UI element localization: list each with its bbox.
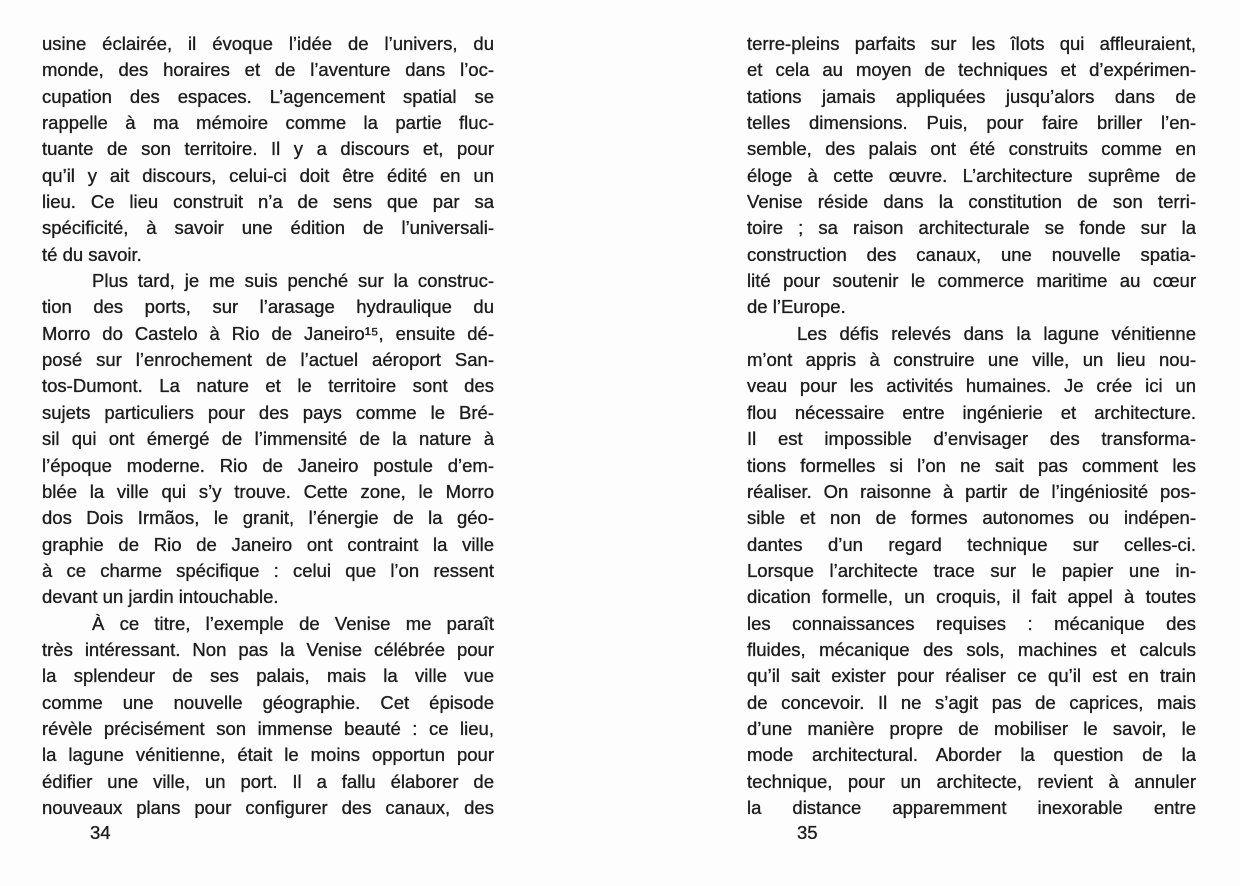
text-line: édifier une ville, un port. Il a fallu élaborer de — [42, 770, 494, 792]
text-line: terre-pleins parfaits sur les îlots qui affleuraient, — [747, 33, 1196, 54]
text-line: té du savoir. — [42, 243, 142, 265]
text-line: semble, des palais ont été construits comme en — [747, 138, 1196, 160]
text-line: monde, des horaires et de l’aventure dans l’oc- — [42, 59, 494, 81]
text-line: lieu. Ce lieu construit n’a de sens que par sa — [42, 191, 494, 213]
text-line: tuante de son territoire. Il y a discours et, pour — [42, 138, 494, 160]
text-line: d’une manière propre de mobiliser le savoir, le — [747, 717, 1196, 739]
text-line: et cela au moyen de techniques et d’expérimen- — [747, 59, 1196, 81]
text-line: telles dimensions. Puis, pour faire briller l’en- — [747, 112, 1196, 134]
text-line: de concevoir. Il ne s’agit pas de caprices, mais — [747, 691, 1196, 713]
text-line: Il est impossible d’envisager des transforma- — [747, 428, 1196, 450]
text-line: posé sur l’enrochement de l’actuel aéroport San- — [42, 349, 494, 371]
text-line: dos Dois Irmãos, le granit, l’énergie de la géo- — [42, 507, 494, 529]
text-line: la splendeur de ses palais, mais la ville vue — [42, 665, 494, 687]
text-line: les connaissances requises : mécanique des — [747, 612, 1196, 634]
text-line: devant un jardin intouchable. — [42, 586, 279, 608]
text-line: À ce titre, l’exemple de Venise me paraît — [92, 612, 494, 634]
text-line: veau pour les activités humaines. Je crée ici un — [747, 375, 1196, 397]
text-line: sible et non de formes autonomes ou indépen- — [747, 507, 1196, 529]
text-line: révèle précisément son immense beauté : ce lieu, — [42, 717, 494, 739]
text-line: Venise réside dans la constitution de son terri- — [747, 191, 1196, 213]
text-line: graphie de Rio de Janeiro ont contraint la ville — [42, 533, 494, 555]
text-line: qu’il y ait discours, celui-ci doit être édité en un — [42, 164, 494, 186]
text-line: l’époque moderne. Rio de Janeiro postule d’em- — [42, 454, 494, 476]
text-line: sil qui ont émergé de l’immensité de la nature à — [42, 428, 494, 450]
text-line: dication formelle, un croquis, il fait appel à toutes — [747, 586, 1196, 608]
text-line: sujets particuliers pour des pays comme le Bré- — [42, 401, 494, 423]
text-line: nouveaux plans pour configurer des canaux, des — [42, 796, 494, 818]
text-line: tations jamais appliquées jusqu’alors dans de — [747, 85, 1196, 107]
text-line: tions formelles si l’on ne sait pas comment les — [747, 454, 1196, 476]
text-line: tos-Dumont. La nature et le territoire sont des — [42, 375, 494, 397]
text-line: très intéressant. Non pas la Venise célébrée pour — [42, 638, 494, 660]
text-line: spécificité, à savoir une édition de l’universali- — [42, 217, 494, 239]
text-line: éloge à cette œuvre. L’architecture suprême de — [747, 164, 1196, 186]
text-line: la distance apparemment inexorable entre — [747, 796, 1196, 818]
text-line: flou nécessaire entre ingénierie et architecture. — [747, 401, 1196, 423]
text-line: qu’il sait exister pour réaliser ce qu’il est en train — [747, 665, 1196, 687]
text-line: fluides, mécanique des sols, machines et calculs — [747, 638, 1196, 660]
text-line: construction des canaux, une nouvelle spatia- — [747, 243, 1196, 265]
text-line: cupation des espaces. L’agencement spatial se — [42, 85, 494, 107]
text-line: Plus tard, je me suis penché sur la construc- — [92, 270, 494, 292]
text-line: Morro do Castelo à Rio de Janeiro¹⁵, ensuite dé- — [42, 322, 494, 344]
text-line: rappelle à ma mémoire comme la partie fluc- — [42, 112, 494, 134]
text-line: dantes d’un regard technique sur celles-ci. — [747, 533, 1196, 555]
text-line: technique, pour un architecte, revient à annuler — [747, 770, 1196, 792]
text-line: toire ; sa raison architecturale se fonde sur la — [747, 217, 1196, 239]
text-line: lité pour soutenir le commerce maritime au cœur — [747, 270, 1196, 292]
text-line: m’ont appris à construire une ville, un lieu nou- — [747, 349, 1196, 371]
page-number-left: 34 — [90, 822, 111, 843]
text-column-right — [747, 31, 1196, 821]
text-line: Les défis relevés dans la lagune vénitienne — [797, 322, 1196, 344]
text-line: réaliser. On raisonne à partir de l’ingéniosité pos- — [747, 480, 1196, 502]
text-line: blée la ville qui s’y trouve. Cette zone, le Morro — [42, 480, 494, 502]
text-line: tion des ports, sur l’arasage hydraulique du — [42, 296, 494, 318]
text-line: Lorsque l’architecte trace sur le papier une in- — [747, 559, 1196, 581]
text-line: de l’Europe. — [747, 296, 846, 318]
text-line: mode architectural. Aborder la question de la — [747, 744, 1196, 766]
text-line: à ce charme spécifique : celui que l’on ressent — [42, 559, 494, 581]
text-line: usine éclairée, il évoque l’idée de l’univers, du — [42, 33, 494, 54]
text-column-left — [42, 31, 494, 821]
text-line: comme une nouvelle géographie. Cet épisode — [42, 691, 494, 713]
page-number-right: 35 — [797, 822, 818, 843]
text-line: la lagune vénitienne, était le moins opportun pour — [42, 744, 494, 766]
